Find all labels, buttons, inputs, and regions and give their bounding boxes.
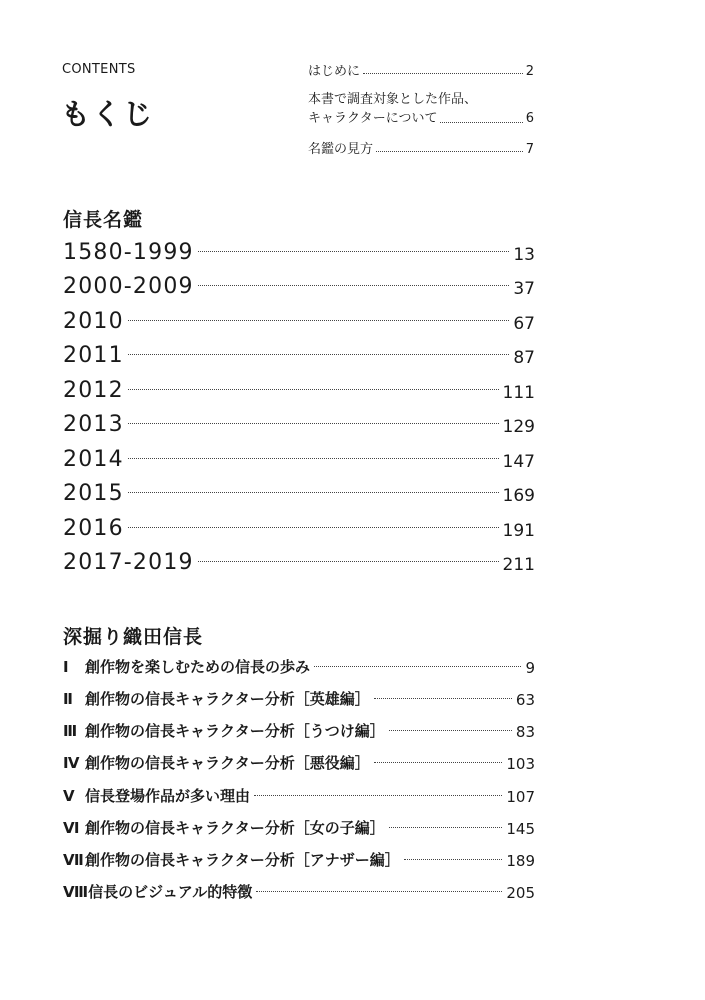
dot-leader bbox=[440, 122, 522, 123]
dot-leader bbox=[404, 859, 503, 860]
toc-entry-chapter[interactable] bbox=[63, 784, 535, 806]
toc-entry-year[interactable] bbox=[63, 306, 535, 334]
toc-entry-label: 創作物の信長キャラクター分析［悪役編］ bbox=[85, 754, 370, 772]
toc-entry-year[interactable] bbox=[63, 409, 535, 437]
toc-entry-year[interactable] bbox=[63, 375, 535, 403]
toc-entry-page: 145 bbox=[506, 820, 535, 838]
dot-leader bbox=[198, 251, 510, 252]
toc-entry-page: 67 bbox=[513, 314, 535, 334]
toc-entry-page: 191 bbox=[502, 521, 535, 541]
toc-entry-chapter[interactable] bbox=[63, 816, 535, 838]
toc-entry-intro[interactable] bbox=[308, 60, 534, 79]
toc-entry-label: 創作物の信長キャラクター分析［うつけ編］ bbox=[85, 722, 385, 740]
toc-entry-label: 1580-1999 bbox=[63, 240, 194, 265]
toc-entry-page: 83 bbox=[515, 723, 535, 741]
toc-entry-label: 2015 bbox=[63, 481, 124, 506]
toc-entry-page: 111 bbox=[502, 383, 535, 403]
toc-entry-label-line1: 本書で調査対象とした作品、 bbox=[308, 92, 478, 107]
contents-label: CONTENTS bbox=[62, 62, 136, 77]
toc-entry-label: 創作物の信長キャラクター分析［英雄編］ bbox=[85, 690, 370, 708]
toc-entry-page: 129 bbox=[502, 417, 535, 437]
chapter-numeral: Ⅷ bbox=[63, 883, 89, 901]
toc-entry-target-works[interactable] bbox=[308, 90, 534, 128]
toc-entry-page: 107 bbox=[506, 788, 535, 806]
dot-leader bbox=[128, 527, 499, 528]
toc-entry-label: 2013 bbox=[63, 412, 124, 437]
dot-leader bbox=[128, 423, 499, 424]
section-heading-meikan: 信長名鑑 bbox=[63, 209, 144, 231]
toc-entry-page: 6 bbox=[525, 111, 534, 126]
toc-entry-label-line2: キャラクターについて bbox=[308, 111, 438, 126]
chapter-numeral: Ⅵ bbox=[63, 819, 80, 837]
toc-entry-page: 189 bbox=[506, 852, 535, 870]
toc-entry-chapter[interactable] bbox=[63, 751, 535, 773]
toc-entry-label: 創作物を楽しむための信長の歩み bbox=[85, 658, 311, 676]
toc-entry-page: 87 bbox=[513, 348, 535, 368]
toc-entry-label: 2016 bbox=[63, 516, 124, 541]
toc-entry-label: 2012 bbox=[63, 378, 124, 403]
toc-entry-chapter[interactable] bbox=[63, 687, 535, 709]
toc-entry-label: 2000-2009 bbox=[63, 274, 194, 299]
dot-leader bbox=[374, 698, 512, 699]
dot-leader bbox=[389, 730, 512, 731]
chapter-numeral: Ⅶ bbox=[63, 851, 84, 869]
dot-leader bbox=[376, 151, 523, 152]
dot-leader bbox=[374, 762, 503, 763]
page-title: もくじ bbox=[61, 97, 155, 131]
toc-entry-label: はじめに bbox=[308, 64, 361, 79]
toc-entry-label: 信長登場作品が多い理由 bbox=[85, 787, 251, 805]
toc-entry-year[interactable] bbox=[63, 478, 535, 506]
toc-entry-chapter[interactable] bbox=[63, 880, 535, 902]
toc-entry-page: 13 bbox=[513, 245, 535, 265]
dot-leader bbox=[363, 73, 523, 74]
toc-entry-year[interactable] bbox=[63, 547, 535, 575]
toc-entry-chapter[interactable] bbox=[63, 655, 535, 677]
chapter-numeral: Ⅳ bbox=[63, 754, 80, 772]
dot-leader bbox=[128, 354, 510, 355]
toc-entry-label: 信長のビジュアル的特徴 bbox=[88, 883, 253, 901]
dot-leader bbox=[198, 285, 510, 286]
dot-leader bbox=[256, 891, 502, 892]
dot-leader bbox=[389, 827, 503, 828]
section-heading-fukabori: 深掘り織田信長 bbox=[63, 626, 204, 648]
chapter-numeral: Ⅴ bbox=[63, 787, 75, 805]
toc-entry-year[interactable] bbox=[63, 340, 535, 368]
chapter-numeral: Ⅱ bbox=[63, 690, 73, 708]
toc-entry-page: 211 bbox=[502, 555, 535, 575]
toc-entry-year[interactable] bbox=[63, 237, 535, 265]
dot-leader bbox=[128, 458, 499, 459]
toc-entry-year[interactable] bbox=[63, 444, 535, 472]
chapter-numeral: Ⅲ bbox=[63, 722, 78, 740]
toc-entry-page: 103 bbox=[506, 755, 535, 773]
toc-entry-page: 9 bbox=[525, 659, 535, 677]
toc-entry-label: 2011 bbox=[63, 343, 124, 368]
toc-entry-page: 169 bbox=[502, 486, 535, 506]
dot-leader bbox=[314, 666, 521, 667]
toc-entry-label: 2014 bbox=[63, 447, 124, 472]
toc-entry-label: 2017-2019 bbox=[63, 550, 194, 575]
toc-entry-label: 創作物の信長キャラクター分析［女の子編］ bbox=[85, 819, 385, 837]
dot-leader bbox=[254, 795, 502, 796]
toc-entry-page: 205 bbox=[506, 884, 535, 902]
toc-entry-label: 創作物の信長キャラクター分析［アナザー編］ bbox=[85, 851, 400, 869]
toc-entry-page: 2 bbox=[525, 64, 534, 79]
toc-entry-guide[interactable] bbox=[308, 138, 534, 157]
toc-entry-label: 2010 bbox=[63, 309, 124, 334]
toc-entry-page: 147 bbox=[502, 452, 535, 472]
toc-entry-page: 37 bbox=[513, 279, 535, 299]
dot-leader bbox=[128, 320, 510, 321]
toc-entry-chapter[interactable] bbox=[63, 719, 535, 741]
toc-entry-year[interactable] bbox=[63, 513, 535, 541]
chapter-numeral: Ⅰ bbox=[63, 658, 69, 676]
dot-leader bbox=[128, 389, 499, 390]
dot-leader bbox=[198, 561, 499, 562]
toc-entry-page: 63 bbox=[515, 691, 535, 709]
dot-leader bbox=[128, 492, 499, 493]
toc-entry-chapter[interactable] bbox=[63, 848, 535, 870]
toc-entry-year[interactable] bbox=[63, 271, 535, 299]
toc-entry-page: 7 bbox=[525, 142, 534, 157]
toc-entry-label: 名鑑の見方 bbox=[308, 142, 374, 157]
